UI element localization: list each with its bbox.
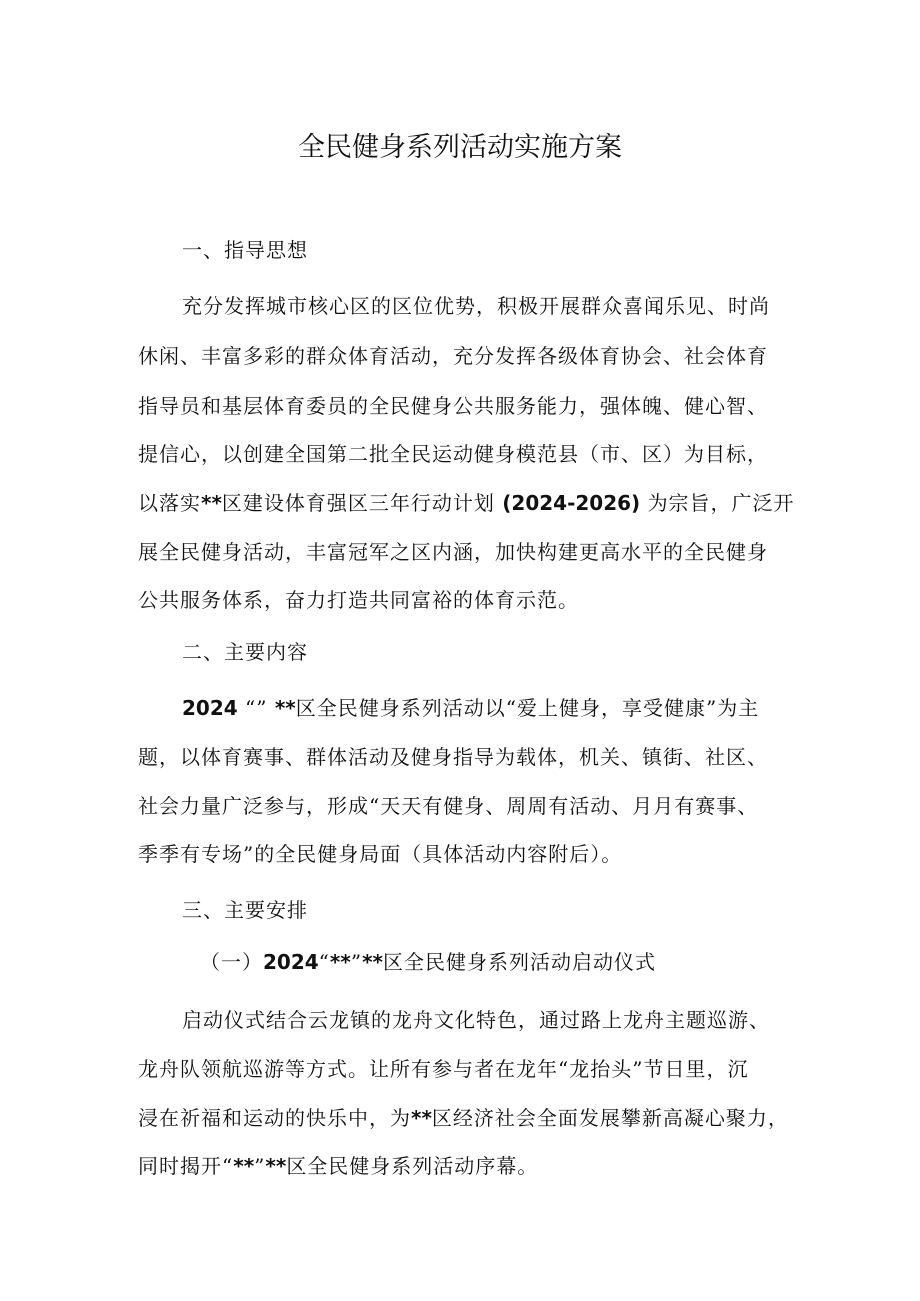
paragraph-line: 龙舟队领航巡游等方式。让所有参与者在龙年“龙抬头”节日里，沉 xyxy=(138,1057,749,1081)
section-heading-main-arrangements: 三、主要安排 xyxy=(182,898,308,922)
paragraph-line: 提信心，以创建全国第二批全民运动健身模范县（市、区）为目标， xyxy=(138,442,768,466)
paragraph-line: 社会力量广泛参与，形成“天天有健身、周周有活动、月月有赛事、 xyxy=(138,794,759,818)
paragraph-line xyxy=(138,487,795,519)
placeholder-stars: ** xyxy=(411,1106,432,1130)
paragraph-line xyxy=(138,1102,789,1134)
text-fragment: 区全民健身系列活动启动仪式 xyxy=(382,950,656,974)
paragraph-line xyxy=(138,1150,538,1182)
paragraph-line: 题，以体育赛事、群体活动及健身指导为载体，机关、镇街、社区、 xyxy=(138,745,768,769)
text-fragment: 同时揭开“ xyxy=(138,1154,234,1178)
text-fragment: 以落实 xyxy=(138,491,201,515)
placeholder-stars: ** xyxy=(201,491,222,515)
paragraph-line xyxy=(182,692,759,724)
text-fragment: 为宗旨，广泛开 xyxy=(647,491,795,515)
paragraph-line: 充分发挥城市核心区的区位优势，积极开展群众喜闻乐见、时尚 xyxy=(182,294,770,318)
page-title: 全民健身系列活动实施方案 xyxy=(298,132,622,163)
paragraph-line: 展全民健身活动，丰富冠军之区内涵，加快构建更高水平的全民健身 xyxy=(138,540,768,564)
year-range: (2024-2026) xyxy=(502,491,641,515)
text-fragment: 区经济社会全面发展攀新高凝心聚力， xyxy=(431,1106,789,1130)
paragraph-line: 休闲、丰富多彩的群众体育活动，充分发挥各级体育协会、社会体育 xyxy=(138,344,768,368)
paragraph-line: 启动仪式结合云龙镇的龙舟文化特色，通过路上龙舟主题巡游、 xyxy=(182,1008,770,1032)
placeholder-stars: ** xyxy=(233,1154,255,1178)
section-heading-guiding-thought: 一、指导思想 xyxy=(182,238,308,262)
text-fragment: ” xyxy=(350,950,363,974)
placeholder-stars: ** xyxy=(329,950,351,974)
text-fragment: 区建设体育强区三年行动计划 xyxy=(221,491,495,515)
text-fragment: （一） xyxy=(200,950,263,974)
placeholder-stars: ** xyxy=(265,1154,287,1178)
text-fragment: 区全民健身系列活动序幕。 xyxy=(286,1154,539,1178)
year-label: 2024 xyxy=(182,696,238,720)
text-fragment: 区全民健身系列活动以“爱上健身，享受健康”为主 xyxy=(295,696,760,720)
subsection-heading-launch-ceremony xyxy=(200,946,656,978)
text-fragment: 浸在祈福和运动的快乐中，为 xyxy=(138,1106,411,1130)
text-fragment: ” xyxy=(254,1154,266,1178)
paragraph-line: 公共服务体系，奋力打造共同富裕的体育示范。 xyxy=(138,588,579,612)
section-heading-main-content: 二、主要内容 xyxy=(182,640,308,664)
placeholder-stars: ** xyxy=(274,696,296,720)
empty-quote: “” xyxy=(245,696,268,720)
paragraph-line: 季季有专场”的全民健身局面（具体活动内容附后）。 xyxy=(138,842,623,866)
paragraph-line: 指导员和基层体育委员的全民健身公共服务能力，强体魄、健心智、 xyxy=(138,394,768,418)
text-fragment: “ xyxy=(318,950,330,974)
year-label: 2024 xyxy=(263,950,319,974)
placeholder-stars: ** xyxy=(362,950,383,974)
